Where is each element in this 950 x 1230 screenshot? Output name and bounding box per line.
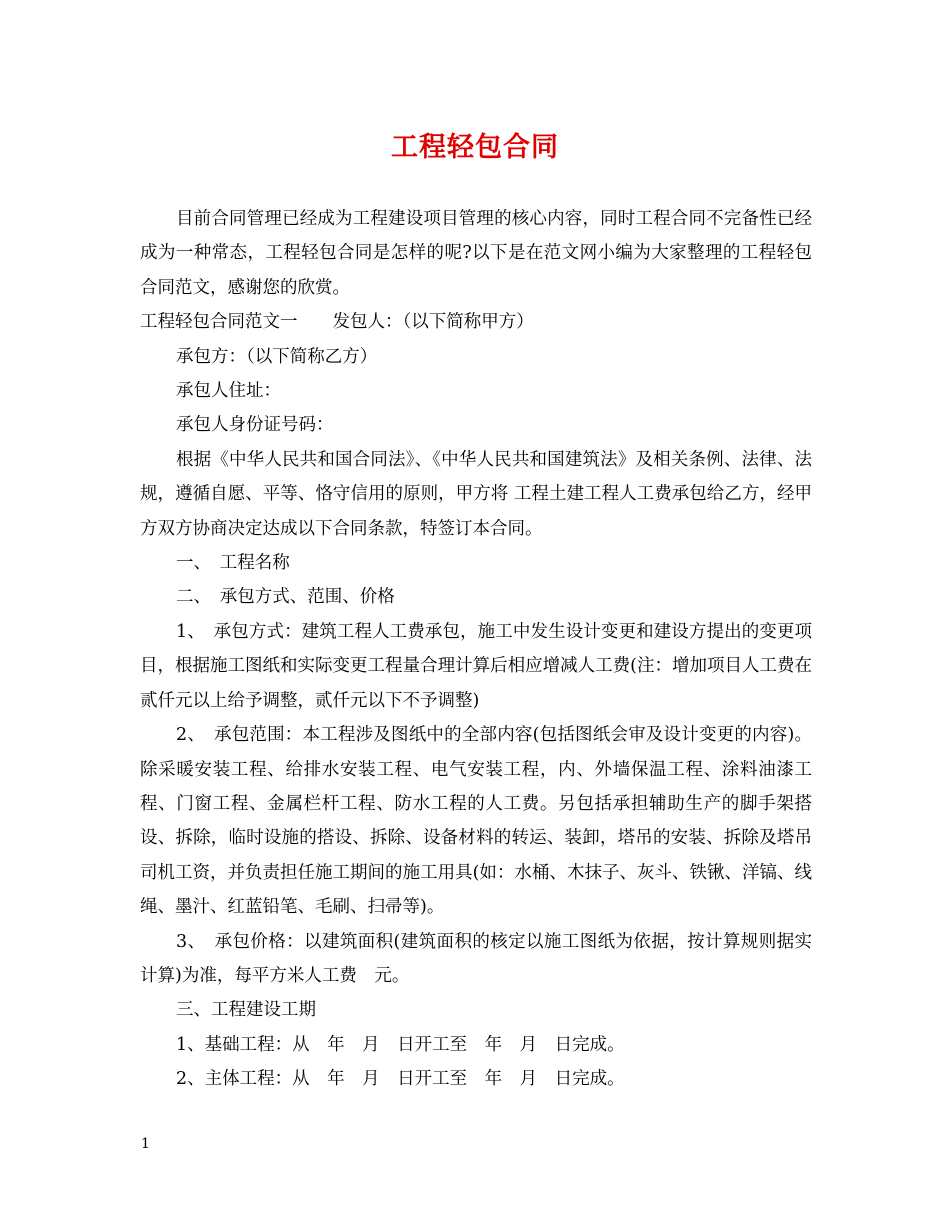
page-number: 1 xyxy=(141,1136,150,1152)
legal-basis-paragraph: 根据《中华人民共和国合同法》、《中华人民共和国建筑法》及相关条例、法律、法规，遵循自愿、平等、恪守信用的原则，甲方将 工程土建工程人工费承包给乙方，经甲方双方协商决定达成以下合同条款，特签订本合同。 xyxy=(140,449,812,539)
period-main-structure-line: 2、主体工程：从 年 月 日开工至 年 月 日完成。 xyxy=(176,1069,625,1090)
document-title: 工程轻包合同 xyxy=(391,132,559,163)
clause-contract-scope: 2、 承包范围：本工程涉及图纸中的全部内容(包括图纸会审及设计变更的内容)。除采暖安装工程、给排水安装工程、电气安装工程，内、外墙保温工程、涂料油漆工程、门窗工程、金属栏杆工程、防水工程的人工费。另包括承担辅助生产的脚手架搭设、拆除，临时设施的搭设、拆除、设备材料的转运、装卸，塔吊的安装、拆除及塔吊司机工资，并负责担任施工期间的施工用具(如：水桶、木抹子、灰斗、铁锹、洋镐、线绳、墨汁、红蓝铅笔、毛刷、扫帚等)。 xyxy=(140,725,812,918)
document-body xyxy=(140,202,812,1097)
clause-contract-method: 1、 承包方式：建筑工程人工费承包，施工中发生设计变更和建设方提出的变更项目，根据施工图纸和实际变更工程量合理计算后相应增减人工费(注：增加项目人工费在贰仟元以上给予调整，贰仟元以下不予调整) xyxy=(140,621,812,711)
section-contract-method: 二、 承包方式、范围、价格 xyxy=(176,587,395,608)
contract-sample-heading: 工程轻包合同范文一 发包人：（以下简称甲方） xyxy=(140,312,534,333)
contractor-address-line: 承包人住址： xyxy=(176,381,281,402)
intro-paragraph: 目前合同管理已经成为工程建设项目管理的核心内容，同时工程合同不完备性已经成为一种常态，工程轻包合同是怎样的呢?以下是在范文网小编为大家整理的工程轻包合同范文，感谢您的欣赏。 xyxy=(140,209,812,298)
clause-contract-price: 3、 承包价格：以建筑面积(建筑面积的核定以施工图纸为依据，按计算规则据实计算)为准，每平方米人工费 元。 xyxy=(140,931,812,986)
section-construction-period: 三、工程建设工期 xyxy=(176,1000,316,1021)
contractor-id-line: 承包人身份证号码： xyxy=(176,415,334,436)
section-project-name: 一、 工程名称 xyxy=(176,553,290,574)
contractor-line: 承包方：（以下简称乙方） xyxy=(176,346,378,367)
period-foundation-line: 1、基础工程：从 年 月 日开工至 年 月 日完成。 xyxy=(176,1034,625,1055)
